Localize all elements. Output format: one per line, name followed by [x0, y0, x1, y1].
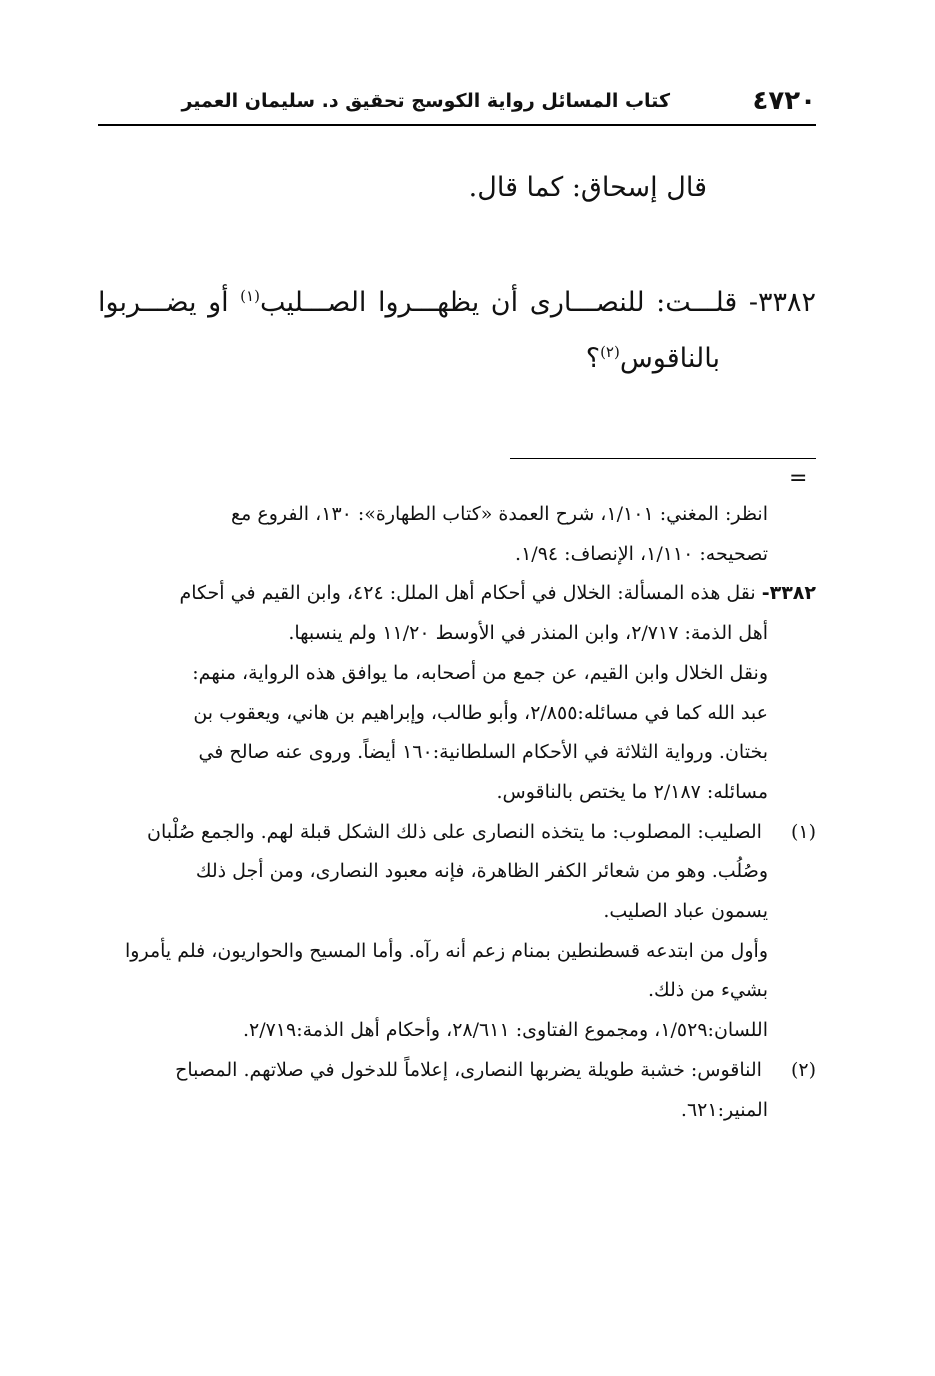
book-title: كتاب المسائل رواية الكوسج تحقيق د. سليمان العمير [181, 90, 670, 112]
footnote-1-marker: (١) [790, 820, 816, 843]
note-3382-line: بختان. ورواية الثلاثة في الأحكام السلطانية:١٦٠ أيضاً. وروى عنه صالح في [198, 741, 768, 764]
footnote-2-marker: (٢) [790, 1058, 816, 1081]
footnote-2-text: الناقوس: خشبة طويلة يضربها النصارى، إعلاماً للدخول في صلاتهم. المصباح [175, 1058, 768, 1081]
footnote-1-line: يسمون عباد الصليب. [603, 900, 768, 923]
footnote-1-line: اللسان:١/٥٢٩، ومجموع الفتاوى: ٢٨/٦١١، وأحكام أهل الذمة:٢/٧١٩. [242, 1019, 768, 1042]
footnote-1-line: وصُلُب. وهو من شعائر الكفر الظاهرة، فإنه معبود النصارى، ومن أجل ذلك [195, 860, 768, 883]
footnote-1-line [98, 813, 816, 853]
note-3382-line: مسائله: ٢/١٨٧ ما يختص بالناقوس. [496, 780, 768, 803]
running-header [98, 82, 816, 126]
question-number: ٣٣٨٢- [748, 287, 816, 318]
footnotes [98, 495, 816, 1130]
question-mark: ؟ [585, 343, 601, 374]
note-3382-line: أهل الذمة: ٢/٧١٧، وابن المنذر في الأوسط ١١/٢٠ ولم ينسبها. [288, 622, 768, 645]
note-3382-line: ونقل الخلال وابن القيم، عن جمع من أصحابه، ما يوافق هذه الرواية، منهم: [192, 661, 768, 684]
page-number: ٤٧٢٠ [752, 86, 816, 116]
continuation-mark: = [789, 466, 808, 491]
footnote-ref-2: (٢) [600, 343, 620, 361]
note-3382-line [98, 574, 816, 614]
question-3382 [98, 275, 816, 387]
footnote-ref-1: (١) [240, 287, 260, 305]
footnote-2-line: المنير:٦٢١. [680, 1098, 768, 1121]
note-3382-line: عبد الله كما في مسائله:٢/٨٥٥، وأبو طالب، وإبراهيم بن هاني، ويعقوب بن [193, 701, 768, 724]
continued-ref-line: انظر: المغني: ١/١٠١، شرح العمدة «كتاب الطهارة»: ١٣٠، الفروع مع [231, 503, 768, 525]
question-line-1 [98, 275, 816, 331]
footnote-2-line [98, 1051, 816, 1091]
footnote-separator [510, 458, 816, 459]
note-3382-number: ٣٣٨٢- [761, 582, 816, 605]
footnote-1-line: وأول من ابتدعه قسطنطين بمنام زعم أنه رآه. وأما المسيح والحواريون، فلم يأمروا [125, 939, 768, 962]
question-text-part1: قلـــت: للنصـــارى أن يظهـــروا الصـــليب [259, 287, 738, 318]
answer-line: قال إسحاق: كما قال. [468, 172, 707, 203]
footnote-1-text: الصليب: المصلوب: ما يتخذه النصارى على ذلك الشكل قبلة لهم. والجمع صُلْبان [147, 820, 768, 843]
continued-ref-line: تصحيحه: ١/١١٠، الإنصاف: ١/٩٤. [515, 542, 768, 565]
footnote-1-line: بشيء من ذلك. [647, 979, 768, 1002]
question-text-line2: بالناقوس [619, 343, 720, 374]
note-3382-text: نقل هذه المسألة: الخلال في أحكام أهل الملل: ٤٢٤، وابن القيم في أحكام [179, 582, 762, 605]
question-line-2 [98, 331, 816, 387]
question-text-part2: أو يضـــربوا [98, 287, 241, 318]
